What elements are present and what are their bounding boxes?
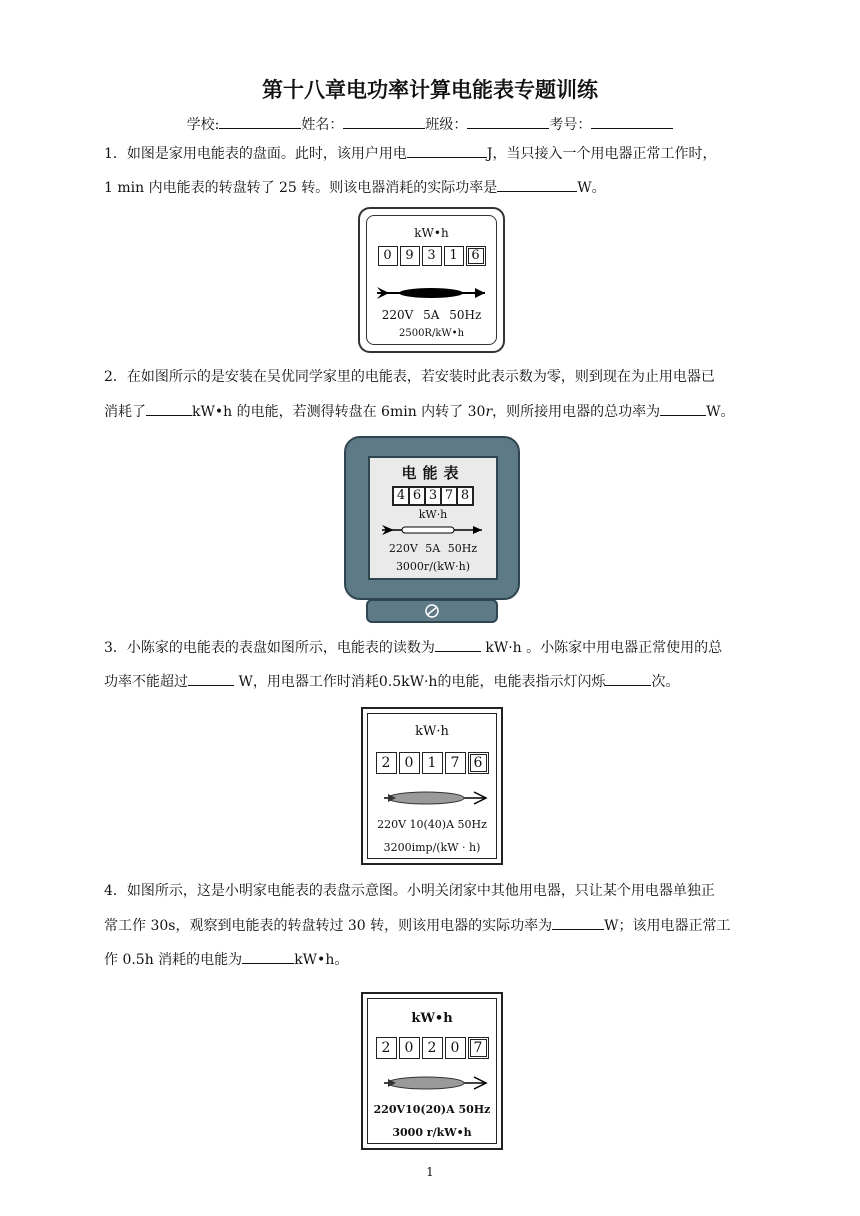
q1-text-a: 1．如图是家用电能表的盘面。此时，该用户用电: [104, 146, 407, 162]
q1-text-c: 1 min 内电能表的转盘转了 25 转。则该电器消耗的实际功率是: [104, 180, 498, 196]
q2-text-d: ，则所接用电器的总功率为: [492, 404, 661, 420]
meter-2-digit: 7: [440, 486, 458, 506]
q3-text-d: W，用电器工作时消耗0.5kW·h的电能，电能表指示灯闪烁: [234, 674, 606, 690]
q4-text-b: 常工作 30s，观察到电能表的转盘转过 30 转，则该用电器的实际功率为: [104, 918, 553, 934]
q2-blank-2[interactable]: [660, 401, 706, 416]
meter-3-unit: kW·h: [415, 724, 449, 739]
student-info-line: [0, 114, 860, 134]
meter-2-reading: [370, 486, 496, 506]
electric-meter-1: [358, 207, 505, 353]
class-label: 班级：: [425, 117, 468, 133]
q3-text-e: 次。: [651, 674, 680, 690]
meter-4-unit: kW•h: [411, 1011, 453, 1026]
meter-3-digit: 7: [445, 752, 466, 774]
q3-blank-3[interactable]: [605, 671, 651, 686]
meter-2-base: [366, 599, 498, 623]
q3-text-a: 3．小陈家的电能表的表盘如图所示，电能表的读数为: [104, 640, 435, 656]
q2-blank-1[interactable]: [146, 401, 192, 416]
meter-1-constant: 2500R/kW•h: [398, 328, 465, 339]
q4-blank-2[interactable]: [242, 949, 294, 964]
q2-text-c: kW•h 的电能，若测得转盘在 6min 内转了 30: [192, 404, 486, 420]
meter-2-rating: 220V 5A 50Hz: [388, 542, 478, 555]
meter-4-constant: 3000 r/kW•h: [392, 1126, 472, 1139]
meter-2-digit: 4: [392, 486, 410, 506]
meter-1-unit: kW•h: [414, 226, 449, 240]
q2-text-b: 消耗了: [104, 404, 146, 420]
meter-1-rating: 220V 5A 50Hz: [381, 308, 482, 322]
name-label: 姓名：: [301, 117, 344, 133]
meter-1-digit: 0: [378, 246, 398, 266]
meter-3-digit: 0: [399, 752, 420, 774]
class-blank[interactable]: [467, 114, 549, 129]
meter-4-digit: 0: [445, 1037, 466, 1059]
electric-meter-2: [344, 436, 520, 600]
question-1: [104, 143, 764, 198]
page-number: 1: [426, 1165, 434, 1179]
q4-text-a: 4．如图所示，这是小明家电能表的表盘示意图。小明关闭家中其他用电器，只让某个用电器单独正: [104, 883, 715, 899]
meter-2-screw-icon: [368, 601, 496, 621]
meter-1-digit: 3: [422, 246, 442, 266]
q3-text-c: 功率不能超过: [104, 674, 188, 690]
meter-4-face: [367, 998, 497, 1144]
meter-4-digit: 0: [399, 1037, 420, 1059]
electric-meter-3: [361, 707, 503, 865]
q2-text-r: r: [485, 404, 493, 420]
meter-1-reading: [367, 246, 496, 266]
meter-4-rotor-arrow-icon: [368, 1073, 496, 1093]
meter-4-decimal-digit: 7: [468, 1037, 489, 1059]
q3-blank-2[interactable]: [188, 671, 234, 686]
electric-meter-4: [361, 992, 503, 1150]
page-title: 第十八章电功率计算电能表专题训练: [262, 78, 598, 102]
meter-2-digit: 3: [424, 486, 442, 506]
q4-text-c: W；该用电器正常工: [604, 918, 731, 934]
meter-2-face: [368, 456, 498, 580]
meter-3-rating: 220V 10(40)A 50Hz: [377, 818, 487, 831]
meter-1-decimal-digit: 6: [466, 246, 486, 266]
meter-2-digit: 8: [456, 486, 474, 506]
q4-text-e: kW•h。: [294, 952, 349, 968]
meter-2-rotor-arrow-icon: [370, 522, 496, 538]
meter-4-reading: [368, 1037, 496, 1059]
number-label: 考号：: [549, 117, 592, 133]
q1-blank-1[interactable]: [407, 143, 487, 158]
meter-3-face: [367, 713, 497, 859]
q3-blank-1[interactable]: [435, 637, 481, 652]
meter-3-digit: 2: [376, 752, 397, 774]
meter-1-face: [366, 215, 497, 345]
meter-2-label: 电能表: [401, 464, 465, 482]
q1-blank-2[interactable]: [497, 177, 577, 192]
question-3: [104, 637, 764, 692]
meter-3-decimal-digit: 6: [468, 752, 489, 774]
name-blank[interactable]: [343, 114, 425, 129]
school-blank[interactable]: [219, 114, 301, 129]
q4-text-d: 作 0.5h 消耗的电能为: [104, 952, 243, 968]
number-blank[interactable]: [591, 114, 673, 129]
meter-4-digit: 2: [376, 1037, 397, 1059]
school-label: 学校:: [186, 117, 220, 133]
meter-2-constant: 3000r/(kW·h): [395, 560, 471, 573]
q1-text-d: W。: [577, 180, 606, 196]
meter-3-reading: [368, 752, 496, 774]
q3-text-b: kW·h 。小陈家中用电器正常使用的总: [480, 640, 723, 656]
meter-1-rotor-arrow-icon: [367, 282, 496, 304]
meter-2-unit: kW·h: [418, 508, 448, 521]
q4-blank-1[interactable]: [552, 915, 604, 930]
meter-2-digit: 6: [408, 486, 426, 506]
question-4: [104, 881, 764, 970]
meter-1-digit: 9: [400, 246, 420, 266]
meter-4-rating: 220V10(20)A 50Hz: [373, 1103, 491, 1116]
meter-1-digit: 1: [444, 246, 464, 266]
meter-3-constant: 3200imp/(kW · h): [383, 841, 481, 854]
meter-3-digit: 1: [422, 752, 443, 774]
meter-3-rotor-arrow-icon: [368, 788, 496, 808]
q2-text-e: W。: [706, 404, 735, 420]
q2-text-a: 2．在如图所示的是安装在吴优同学家里的电能表，若安装时此表示数为零，则到现在为止用电器已: [104, 369, 715, 385]
meter-4-digit: 2: [422, 1037, 443, 1059]
q1-text-b: J，当只接入一个用电器正常工作时，: [486, 146, 717, 162]
question-2: [104, 367, 764, 422]
